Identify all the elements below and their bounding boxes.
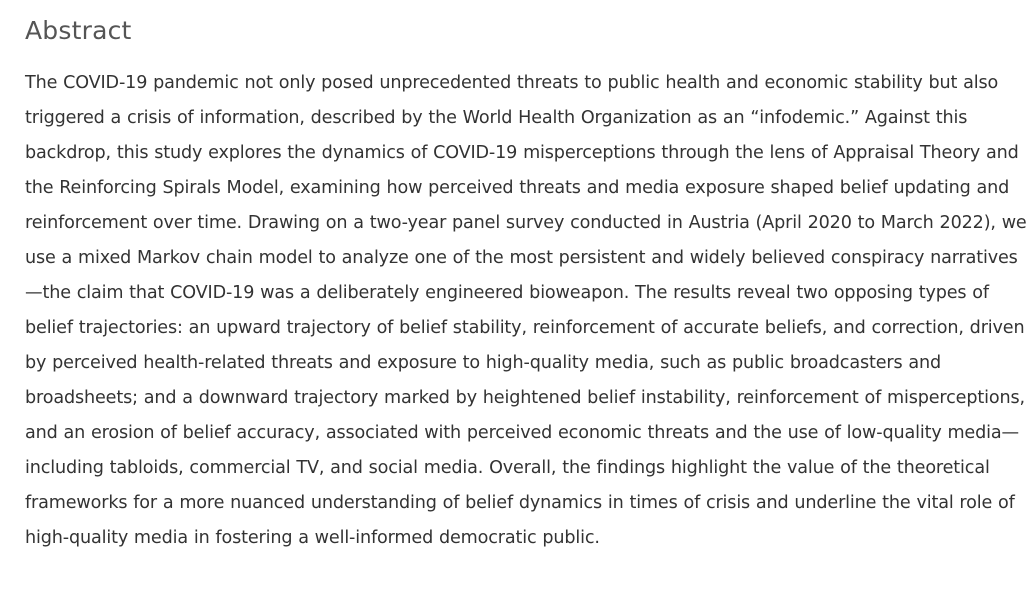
abstract-text: The COVID-19 pandemic not only posed unprecedented threats to public health and economic stability but also triggered a crisis of information, described by the World Health Organization as an “infodemic.” Against this backdrop, this study explores the dynamics of COVID-19 misperceptions through the lens of Appraisal Theory and the Reinforcing Spirals Model, examining how perceived threats and media exposure shaped belief updating and reinforcement over time. Drawing on a two-year panel survey conducted in Austria (April 2020 to March 2022), we use a mixed Markov chain model to analyze one of the most persistent and widely believed conspiracy narratives—the claim that COVID-19 was a deliberately engineered bioweapon. The results reveal two opposing types of belief trajectories: an upward trajectory of belief stability, reinforcement of accurate beliefs, and correction, driven by perceived health-related threats and exposure to high-quality media, such as public broadcasters and broadsheets; and a downward trajectory marked by heightened belief instability, reinforcement of misperceptions, and an erosion of belief accuracy, associated with perceived economic threats and the use of low-quality media—including tabloids, commercial TV, and social media. Overall, the findings highlight the value of the theoretical frameworks for a more nuanced understanding of belief dynamics in times of crisis and underline the vital role of high-quality media in fostering a well-informed democratic public. [25,73,1027,548]
abstract-heading: Abstract [25,16,132,45]
